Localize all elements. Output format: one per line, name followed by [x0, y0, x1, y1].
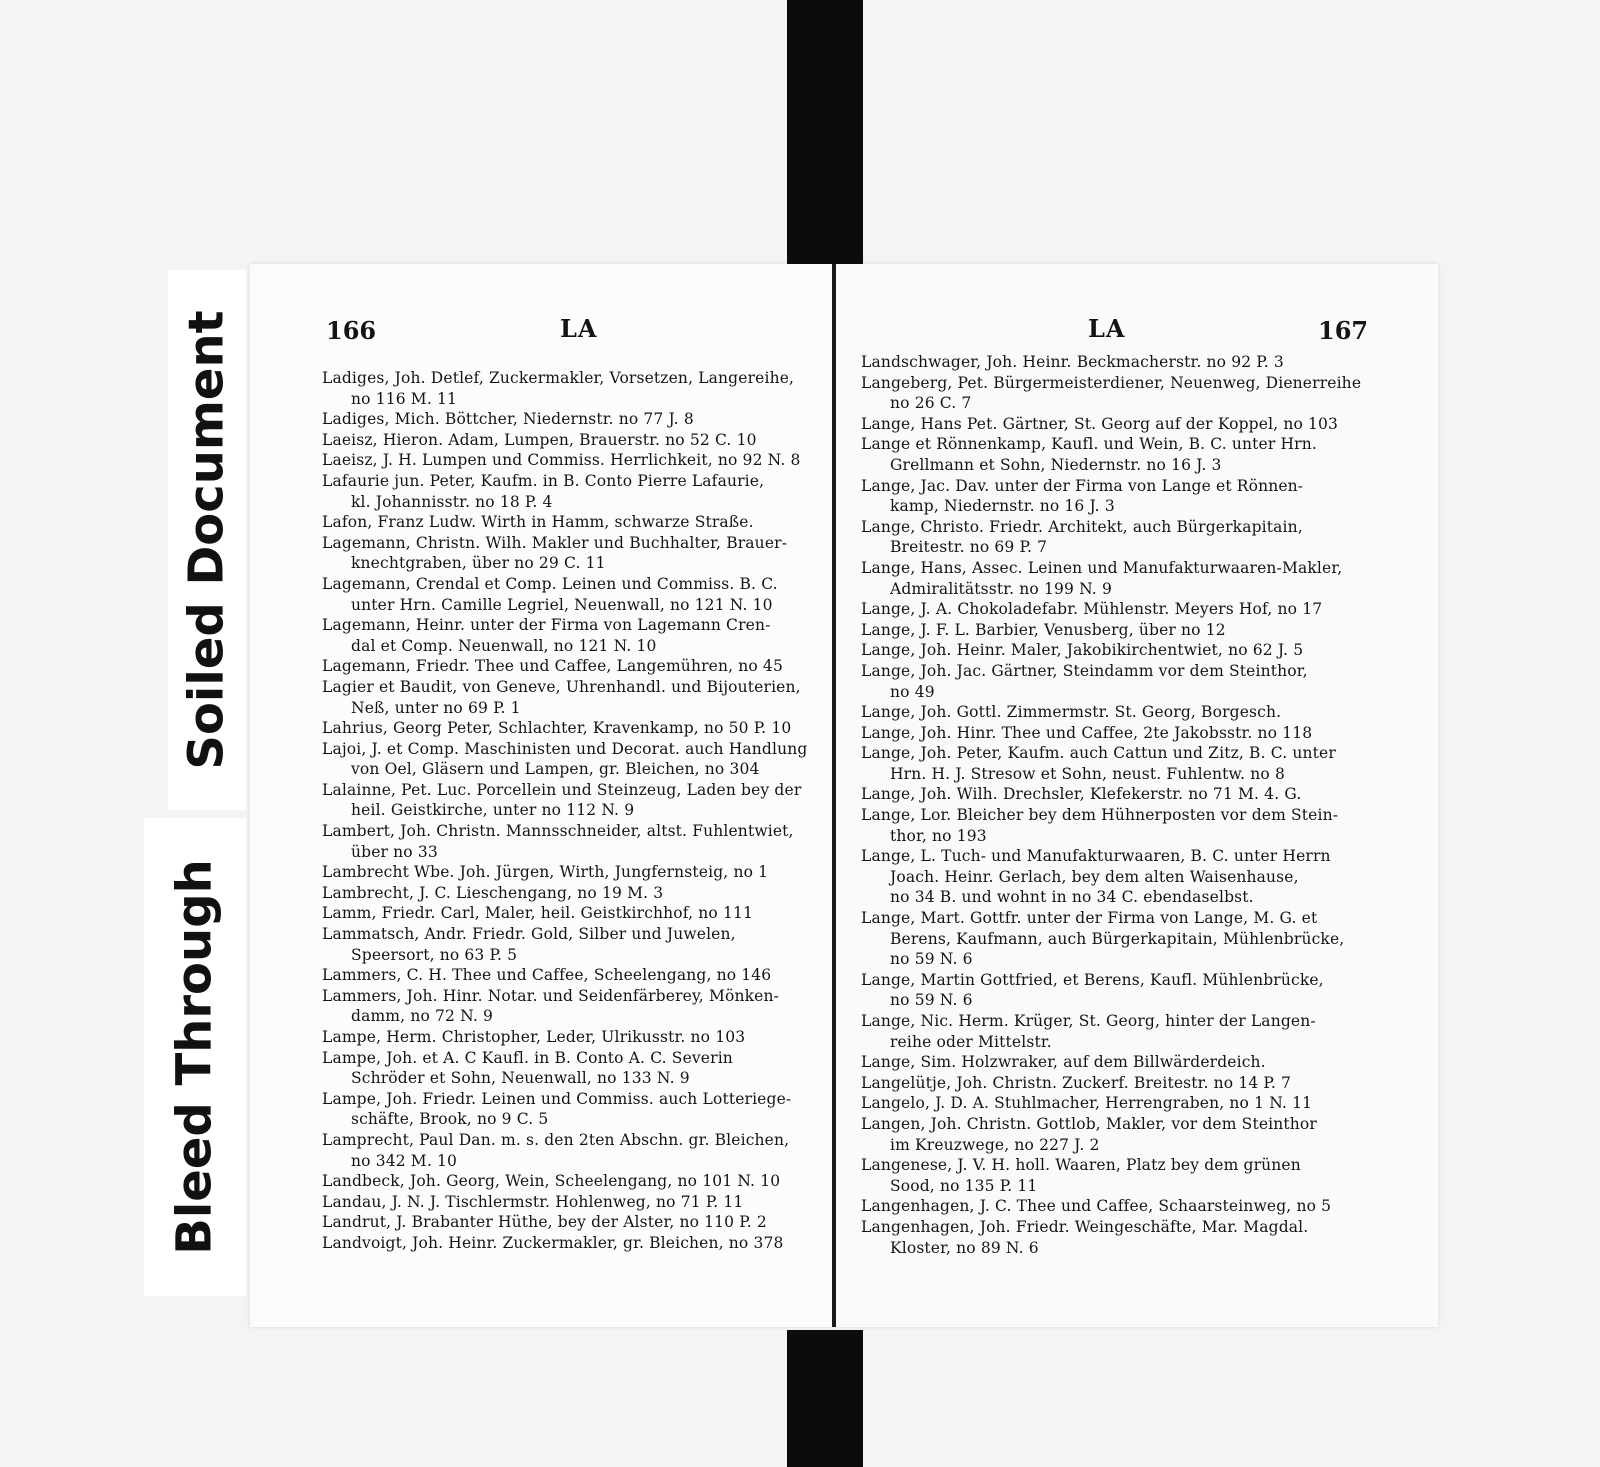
entry-line: Langelütje, Joh. Christn. Zuckerf. Breitestr. no 14 P. 7 — [861, 1073, 1292, 1092]
directory-entry — [861, 1114, 1373, 1155]
entry-line: Landau, J. N. J. Tischlermstr. Hohlenweg, no 71 P. 11 — [322, 1192, 744, 1211]
entry-continuation: knechtgraben, über no 29 C. 11 — [351, 554, 606, 573]
directory-entry — [861, 723, 1373, 744]
entry-continuation: no 34 B. und wohnt in no 34 C. ebendaselbst. — [890, 888, 1254, 907]
directory-entry — [322, 368, 824, 409]
entry-continuation: no 26 C. 7 — [890, 394, 972, 413]
entry-line: Lammatsch, Andr. Friedr. Gold, Silber und Juwelen, — [322, 925, 736, 944]
directory-entry — [861, 599, 1373, 620]
entry-line: Lahrius, Georg Peter, Schlachter, Kravenkamp, no 50 P. 10 — [322, 719, 792, 738]
entry-line: Lange, Joh. Peter, Kaufm. auch Cattun und Zitz, B. C. unter — [861, 744, 1336, 763]
directory-entry — [322, 471, 824, 512]
directory-entry — [861, 743, 1373, 784]
entry-continuation: heil. Geistkirche, unter no 112 N. 9 — [351, 801, 635, 820]
entry-continuation: Berens, Kaufmann, auch Bürgerkapitain, Mühlenbrücke, — [890, 929, 1345, 948]
entry-line: Lajoi, J. et Comp. Maschinisten und Decorat. auch Handlung — [322, 739, 808, 758]
entry-line: Lange, Nic. Herm. Krüger, St. Georg, hinter der Langen- — [861, 1012, 1316, 1030]
entry-line: Lange, J. A. Chokoladefabr. Mühlenstr. Meyers Hof, no 17 — [861, 600, 1323, 619]
entry-continuation: kamp, Niedernstr. no 16 J. 3 — [890, 497, 1115, 516]
directory-entry — [322, 574, 824, 615]
entry-line: Lange, Lor. Bleicher bey dem Hühnerposten vor dem Stein- — [861, 806, 1339, 825]
entry-continuation: reihe oder Mittelstr. — [890, 1032, 1052, 1051]
directory-entry — [861, 373, 1373, 414]
directory-entry — [861, 1217, 1373, 1258]
entry-continuation: dal et Comp. Neuenwall, no 121 N. 10 — [351, 636, 657, 655]
directory-entry — [322, 883, 824, 904]
entry-line: Lange, Martin Gottfried, et Berens, Kaufl. Mühlenbrücke, — [861, 970, 1324, 989]
directory-entry — [861, 970, 1373, 1011]
entry-continuation: Hrn. H. J. Stresow et Sohn, neust. Fuhlentw. no 8 — [890, 764, 1285, 783]
entry-line: Lafon, Franz Ludw. Wirth in Hamm, schwarze Straße. — [322, 513, 754, 532]
directory-entry — [861, 352, 1373, 373]
directory-entry — [322, 409, 824, 430]
directory-entry — [861, 434, 1373, 475]
entry-continuation: Admiralitätsstr. no 199 N. 9 — [890, 579, 1112, 598]
entry-continuation: im Kreuzwege, no 227 J. 2 — [890, 1135, 1100, 1154]
directory-entry — [322, 677, 824, 718]
left-directory-list — [322, 368, 824, 1254]
directory-entry — [861, 1011, 1373, 1052]
entry-continuation: damm, no 72 N. 9 — [351, 1007, 493, 1026]
entry-continuation: Kloster, no 89 N. 6 — [890, 1238, 1039, 1257]
entry-line: Lange, L. Tuch- und Manufakturwaaren, B. C. unter Herrn — [861, 847, 1331, 866]
directory-entry — [322, 1048, 824, 1089]
directory-entry — [322, 430, 824, 451]
directory-entry — [322, 821, 824, 862]
entry-line: Lampe, Joh. et A. C Kaufl. in B. Conto A. C. Severin — [322, 1048, 733, 1067]
entry-line: Landvoigt, Joh. Heinr. Zuckermakler, gr. Bleichen, no 378 — [322, 1233, 784, 1252]
book-gutter — [832, 264, 836, 1327]
entry-line: Lagemann, Crendal et Comp. Leinen und Commiss. B. C. — [322, 574, 778, 593]
bleed-through-label: Bleed Through — [144, 818, 246, 1296]
directory-entry — [861, 620, 1373, 641]
right-running-head: LA — [1088, 314, 1126, 343]
directory-entry — [861, 414, 1373, 435]
entry-line: Langen, Joh. Christn. Gottlob, Makler, vor dem Steinthor — [861, 1114, 1317, 1133]
directory-entry — [322, 512, 824, 533]
left-running-head: LA — [560, 314, 598, 343]
entry-line: Lafaurie jun. Peter, Kaufm. in B. Conto Pierre Lafaurie, — [322, 471, 765, 490]
entry-line: Lange, J. F. L. Barbier, Venusberg, über no 12 — [861, 620, 1226, 639]
entry-line: Lange, Joh. Heinr. Maler, Jakobikirchentwiet, no 62 J. 5 — [861, 641, 1304, 660]
entry-line: Lagemann, Christn. Wilh. Makler und Buchhalter, Brauer- — [322, 533, 788, 552]
directory-entry — [322, 924, 824, 965]
directory-entry — [322, 615, 824, 656]
entry-continuation: no 49 — [890, 682, 935, 701]
directory-entry — [861, 517, 1373, 558]
directory-entry — [322, 965, 824, 986]
directory-entry — [322, 903, 824, 924]
entry-line: Lange, Joh. Wilh. Drechsler, Klefekerstr. no 71 M. 4. G. — [861, 785, 1302, 804]
entry-line: Laeisz, Hieron. Adam, Lumpen, Brauerstr. no 52 C. 10 — [322, 430, 757, 449]
directory-entry — [861, 1093, 1373, 1114]
entry-line: Lange, Joh. Hinr. Thee und Caffee, 2te Jakobsstr. no 118 — [861, 723, 1313, 742]
entry-continuation: no 116 M. 11 — [351, 389, 458, 408]
entry-line: Lagemann, Friedr. Thee und Caffee, Langemühren, no 45 — [322, 657, 783, 676]
entry-continuation: Schröder et Sohn, Neuenwall, no 133 N. 9 — [351, 1069, 690, 1088]
soiled-document-label: Soiled Document — [168, 270, 246, 810]
entry-line: Langenhagen, J. C. Thee und Caffee, Schaarsteinweg, no 5 — [861, 1197, 1332, 1216]
directory-entry — [861, 1073, 1373, 1094]
entry-continuation: Speersort, no 63 P. 5 — [351, 945, 518, 964]
directory-entry — [861, 784, 1373, 805]
right-page-number: 167 — [1318, 316, 1369, 345]
entry-continuation: Grellmann et Sohn, Niedernstr. no 16 J. 3 — [890, 455, 1222, 474]
entry-line: Lambrecht, J. C. Lieschengang, no 19 M. 3 — [322, 883, 664, 902]
entry-continuation: über no 33 — [351, 842, 438, 861]
entry-continuation: unter Hrn. Camille Legriel, Neuenwall, no 121 N. 10 — [351, 595, 773, 614]
entry-line: Langelo, J. D. A. Stuhlmacher, Herrengraben, no 1 N. 11 — [861, 1094, 1313, 1113]
entry-line: Lange, Hans, Assec. Leinen und Manufakturwaaren-Makler, — [861, 558, 1343, 577]
directory-entry — [861, 661, 1373, 702]
entry-line: Ladiges, Joh. Detlef, Zuckermakler, Vorsetzen, Langereihe, — [322, 369, 795, 387]
directory-entry — [322, 862, 824, 883]
directory-entry — [861, 846, 1373, 908]
binding-clip-bottom — [787, 1330, 863, 1467]
directory-entry — [861, 1196, 1373, 1217]
directory-entry — [322, 533, 824, 574]
binding-clip-top — [787, 0, 863, 264]
entry-continuation: schäfte, Brook, no 9 C. 5 — [351, 1110, 549, 1129]
directory-entry — [322, 1130, 824, 1171]
entry-line: Langenhagen, Joh. Friedr. Weingeschäfte, Mar. Magdal. — [861, 1217, 1309, 1236]
entry-line: Laeisz, J. H. Lumpen und Commiss. Herrlichkeit, no 92 N. 8 — [322, 451, 801, 470]
directory-entry — [322, 986, 824, 1027]
entry-line: Lambrecht Wbe. Joh. Jürgen, Wirth, Jungfernsteig, no 1 — [322, 863, 769, 882]
entry-line: Lampe, Joh. Friedr. Leinen und Commiss. auch Lotteriege- — [322, 1089, 792, 1108]
directory-entry — [322, 1212, 824, 1233]
directory-entry — [322, 1192, 824, 1213]
directory-entry — [322, 718, 824, 739]
entry-line: Landbeck, Joh. Georg, Wein, Scheelengang, no 101 N. 10 — [322, 1172, 781, 1191]
entry-continuation: no 59 N. 6 — [890, 991, 973, 1010]
entry-continuation: Sood, no 135 P. 11 — [890, 1176, 1038, 1195]
entry-line: Ladiges, Mich. Böttcher, Niedernstr. no 77 J. 8 — [322, 410, 694, 429]
directory-entry — [322, 1089, 824, 1130]
entry-line: Lamprecht, Paul Dan. m. s. den 2ten Abschn. gr. Bleichen, — [322, 1130, 790, 1149]
entry-continuation: Breitestr. no 69 P. 7 — [890, 538, 1048, 557]
entry-line: Lange, Sim. Holzwraker, auf dem Billwärderdeich. — [861, 1053, 1266, 1072]
entry-line: Lagier et Baudit, von Geneve, Uhrenhandl. und Bijouterien, — [322, 677, 801, 696]
entry-line: Lange, Joh. Gottl. Zimmermstr. St. Georg, Borgesch. — [861, 703, 1282, 722]
entry-line: Langeberg, Pet. Bürgermeisterdiener, Neuenweg, Dienerreihe — [861, 373, 1362, 392]
entry-line: Lammers, Joh. Hinr. Notar. und Seidenfärberey, Mönken- — [322, 986, 779, 1005]
directory-entry — [861, 476, 1373, 517]
entry-line: Landrut, J. Brabanter Hüthe, bey der Alster, no 110 P. 2 — [322, 1213, 767, 1232]
entry-line: Lampe, Herm. Christopher, Leder, Ulrikusstr. no 103 — [322, 1028, 746, 1046]
directory-entry — [861, 640, 1373, 661]
right-directory-list — [861, 352, 1373, 1258]
directory-entry — [861, 1155, 1373, 1196]
directory-entry — [322, 1233, 824, 1254]
entry-continuation: no 59 N. 6 — [890, 950, 973, 969]
entry-continuation: thor, no 193 — [890, 826, 987, 845]
entry-line: Langenese, J. V. H. holl. Waaren, Platz bey dem grünen — [861, 1156, 1301, 1175]
entry-line: Lagemann, Heinr. unter der Firma von Lagemann Cren- — [322, 616, 771, 635]
directory-entry — [322, 1171, 824, 1192]
entry-line: Lalainne, Pet. Luc. Porcellein und Steinzeug, Laden bey der — [322, 780, 802, 799]
entry-line: Lange, Hans Pet. Gärtner, St. Georg auf der Koppel, no 103 — [861, 414, 1339, 433]
entry-line: Lange, Mart. Gottfr. unter der Firma von Lange, M. G. et — [861, 909, 1318, 928]
directory-entry — [322, 450, 824, 471]
entry-line: Lambert, Joh. Christn. Mannsschneider, altst. Fuhlentwiet, — [322, 822, 794, 841]
directory-entry — [322, 739, 824, 780]
directory-entry — [861, 805, 1373, 846]
entry-continuation: kl. Johannisstr. no 18 P. 4 — [351, 492, 553, 511]
entry-line: Lange, Christo. Friedr. Architekt, auch Bürgerkapitain, — [861, 517, 1303, 536]
directory-entry — [861, 558, 1373, 599]
directory-entry — [861, 908, 1373, 970]
left-page-number: 166 — [326, 316, 377, 345]
entry-line: Lange et Rönnenkamp, Kaufl. und Wein, B. C. unter Hrn. — [861, 435, 1317, 454]
entry-continuation: Joach. Heinr. Gerlach, bey dem alten Waisenhause, — [890, 867, 1299, 886]
directory-entry — [322, 656, 824, 677]
entry-line: Lange, Jac. Dav. unter der Firma von Lange et Rönnen- — [861, 476, 1304, 495]
entry-line: Lamm, Friedr. Carl, Maler, heil. Geistkirchhof, no 111 — [322, 904, 754, 923]
directory-entry — [861, 702, 1373, 723]
directory-entry — [861, 1052, 1373, 1073]
entry-continuation: von Oel, Gläsern und Lampen, gr. Bleichen, no 304 — [351, 760, 760, 779]
entry-line: Lammers, C. H. Thee und Caffee, Scheelengang, no 146 — [322, 966, 772, 985]
entry-line: Lange, Joh. Jac. Gärtner, Steindamm vor dem Steinthor, — [861, 661, 1308, 680]
entry-continuation: Neß, unter no 69 P. 1 — [351, 698, 521, 717]
directory-entry — [322, 1027, 824, 1048]
entry-line: Landschwager, Joh. Heinr. Beckmacherstr. no 92 P. 3 — [861, 353, 1284, 371]
directory-entry — [322, 780, 824, 821]
entry-continuation: no 342 M. 10 — [351, 1151, 458, 1170]
